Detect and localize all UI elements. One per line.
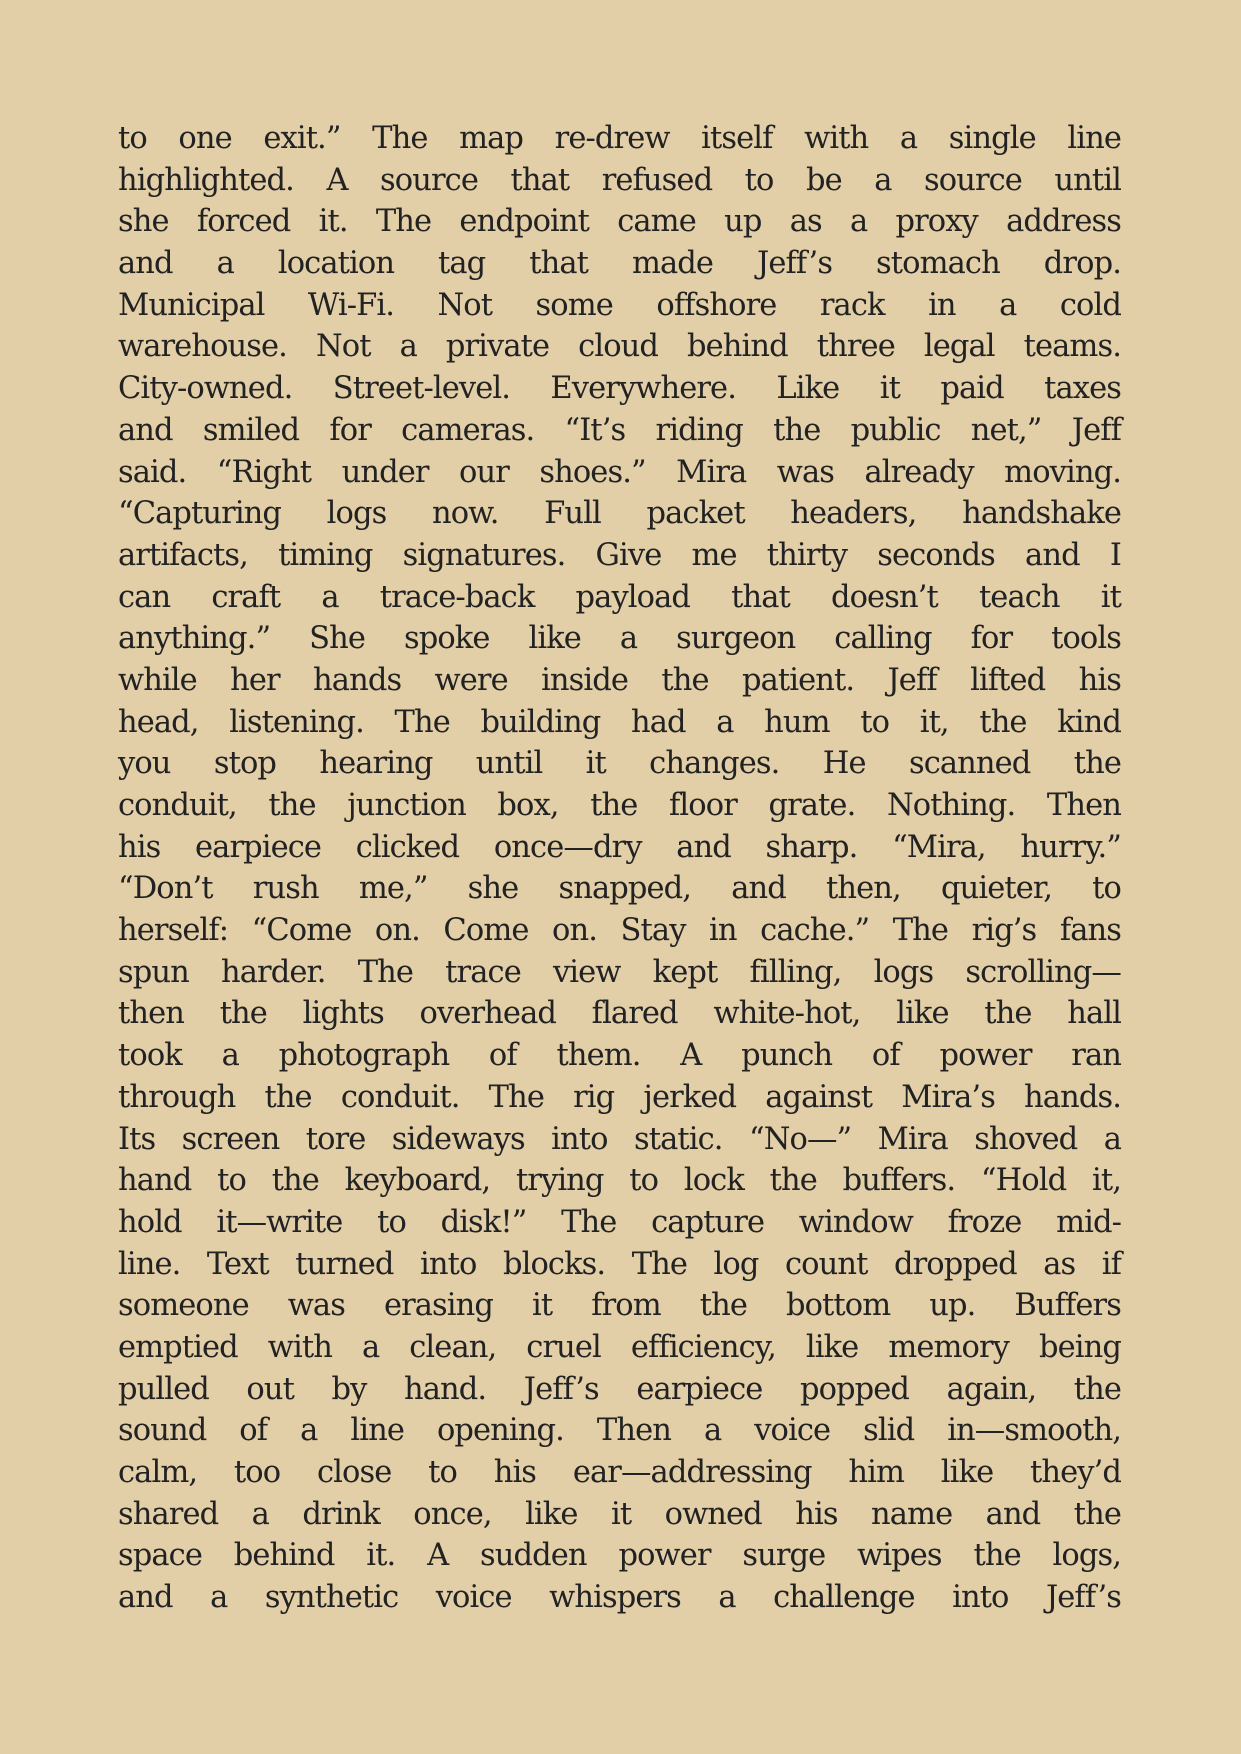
text-line: sound of a line opening. Then a voice slid in—smooth, [118,1413,1121,1449]
text-line: Municipal Wi-Fi. Not some offshore rack in a cold [118,287,1121,323]
text-line: conduit, the junction box, the floor grate. Nothing. Then [118,788,1121,823]
text-line: shared a drink once, like it owned his name and the [118,1496,1121,1532]
text-line: City-owned. Street-level. Everywhere. Like it paid taxes [118,371,1121,407]
text-line: and smiled for cameras. “It’s riding the public net,” Jeff [118,412,1121,448]
text-line: while her hands were inside the patient. Jeff lifted his [118,662,1121,698]
text-line: artifacts, timing signatures. Give me thirty seconds and I [118,537,1121,573]
text-line: and a synthetic voice whispers a challenge into Jeff’s [118,1580,1121,1616]
text-line: to one exit.” The map re-drew itself with a single line [118,121,1121,156]
text-line: and a location tag that made Jeff’s stomach drop. [118,246,1121,282]
text-line: through the conduit. The rig jerked against Mira’s hands. [118,1079,1121,1115]
text-line: emptied with a clean, cruel efficiency, like memory being [118,1329,1121,1365]
text-line: said. “Right under our shoes.” Mira was already moving. [118,454,1121,490]
text-line: someone was erasing it from the bottom up. Buffers [118,1288,1121,1324]
text-line: Its screen tore sideways into static. “No—” Mira shoved a [118,1121,1121,1157]
text-line: “Capturing logs now. Full packet headers, handshake [118,496,1121,532]
text-line: herself: “Come on. Come on. Stay in cache.” The rig’s fans [118,913,1121,949]
text-line: “Don’t rush me,” she snapped, and then, quieter, to [118,871,1121,907]
text-line: space behind it. A sudden power surge wipes the logs, [118,1538,1121,1574]
text-line: spun harder. The trace view kept filling, logs scrolling— [118,954,1121,990]
text-line: you stop hearing until it changes. He scanned the [118,746,1121,782]
text-line: she forced it. The endpoint came up as a proxy address [118,204,1121,240]
text-line: calm, too close to his ear—addressing him like they’d [118,1455,1121,1490]
text-line: warehouse. Not a private cloud behind three legal teams. [118,329,1121,365]
text-line: anything.” She spoke like a surgeon calling for tools [118,621,1121,657]
text-line: head, listening. The building had a hum to it, the kind [118,704,1121,740]
text-line: then the lights overhead flared white-hot, like the hall [118,996,1121,1032]
text-line: highlighted. A source that refused to be a source until [118,162,1121,198]
text-line: hold it—write to disk!” The capture window froze mid- [118,1204,1121,1240]
text-line: line. Text turned into blocks. The log count dropped as if [118,1246,1121,1282]
text-line: can craft a trace-back payload that doesn’t teach it [118,579,1121,615]
text-line: pulled out by hand. Jeff’s earpiece popped again, the [118,1371,1121,1407]
text-line: took a photograph of them. A punch of power ran [118,1038,1121,1074]
document-page [118,118,1121,1619]
text-line: his earpiece clicked once—dry and sharp. “Mira, hurry.” [118,829,1121,865]
text-line: hand to the keyboard, trying to lock the buffers. “Hold it, [118,1163,1121,1199]
